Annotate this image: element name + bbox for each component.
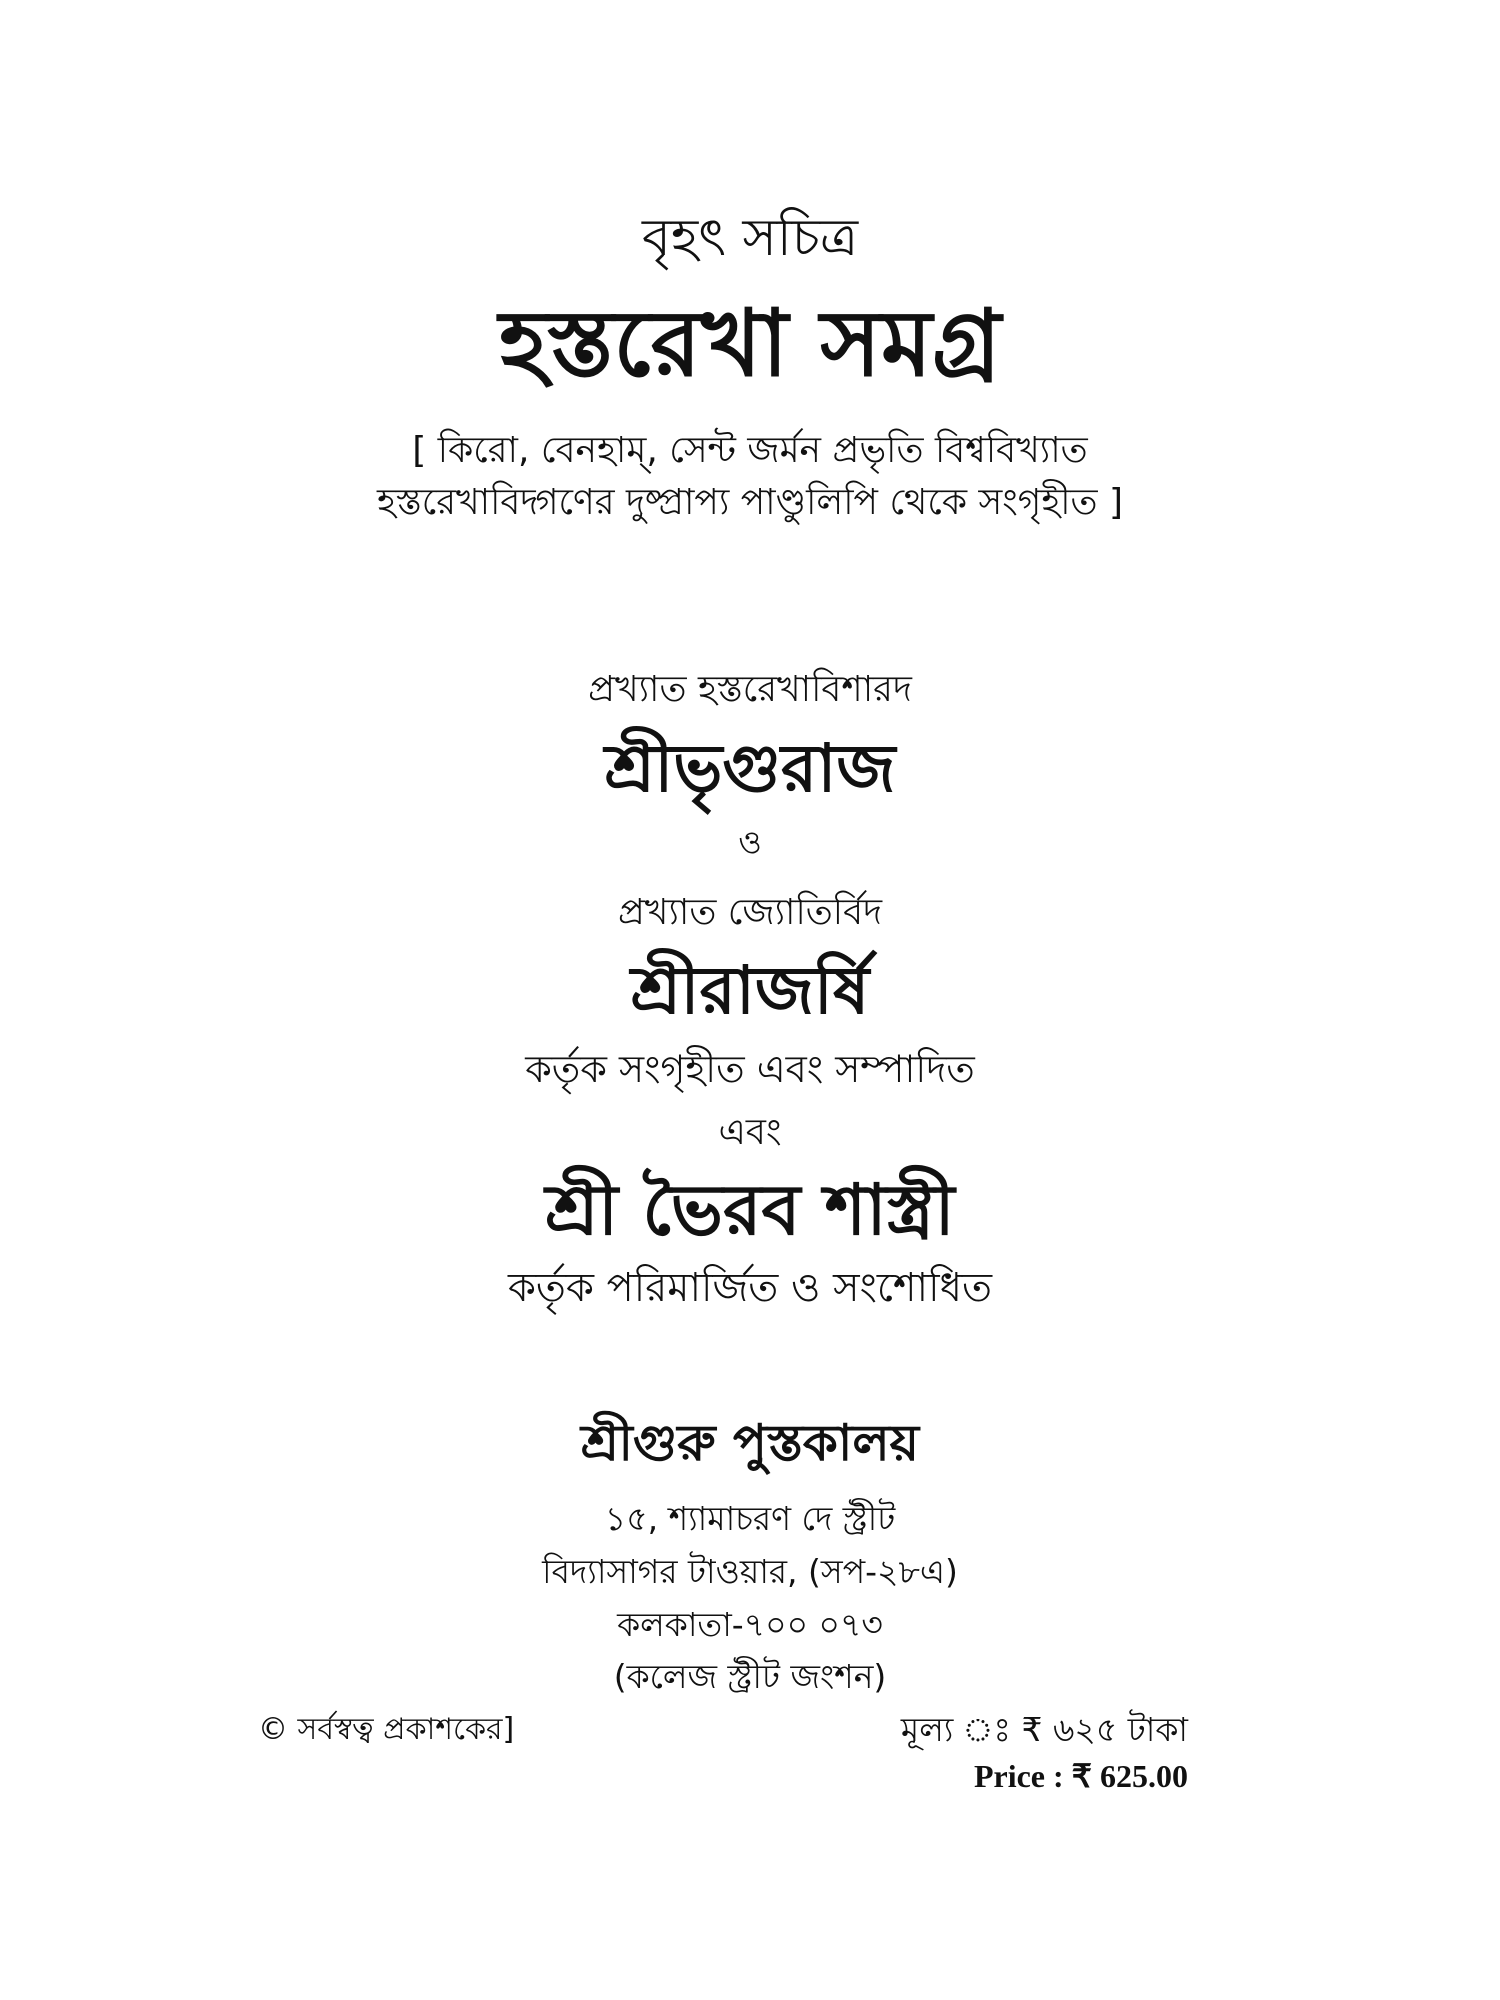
price-bengali: মূল্য ঃ ₹ ৬২৫ টাকা bbox=[900, 1710, 1188, 1749]
author3-name: শ্রী ভৈরব শাস্ত্রী bbox=[545, 1169, 955, 1251]
publisher-address-3: কলকাতা-৭০০ ০৭৩ bbox=[617, 1605, 883, 1644]
conjunction-o: ও bbox=[738, 823, 762, 861]
author1-epithet: প্রখ্যাত হস্তরেখাবিশারদ bbox=[588, 669, 912, 710]
pretitle: বৃহৎ সচিত্র bbox=[641, 208, 859, 268]
publisher-address-2: বিদ্যাসাগর টাওয়ার, (সপ-২৮এ) bbox=[542, 1552, 958, 1591]
author1-name: শ্রীভৃগুরাজ bbox=[604, 730, 896, 807]
publisher-address-1: ১৫, শ্যামাচরণ দে স্ট্রীট bbox=[604, 1499, 896, 1538]
price-english: Price : ₹ 625.00 bbox=[973, 1758, 1188, 1794]
publisher-name: শ্রীগুরু পুস্তকালয় bbox=[580, 1414, 920, 1472]
copyright-notice: © সর্বস্বত্ব প্রকাশকের] bbox=[258, 1712, 515, 1747]
book-title: হস্তরেখা সমগ্র bbox=[499, 290, 1001, 397]
author2-epithet: প্রখ্যাত জ্যোতির্বিদ bbox=[617, 892, 883, 933]
description-line-2: হস্তরেখাবিদ্গণের দুষ্প্রাপ্য পাণ্ডুলিপি থেকে সংগৃহীত ] bbox=[376, 482, 1124, 523]
revised-corrected: কর্তৃক পরিমার্জিত ও সংশোধিত bbox=[507, 1265, 993, 1311]
and-text: এবং bbox=[718, 1112, 782, 1153]
author2-name: শ্রীরাজর্ষি bbox=[630, 952, 870, 1029]
compiled-edited: কর্তৃক সংগৃহীত এবং সম্পাদিত bbox=[525, 1047, 975, 1091]
publisher-address-4: (কলেজ স্ট্রীট জংশন) bbox=[613, 1657, 887, 1696]
description-line-1: [ কিরো, বেনহাম্, সেন্ট জর্মন প্রভৃতি বিশ্ববিখ্যাত bbox=[412, 430, 1088, 471]
